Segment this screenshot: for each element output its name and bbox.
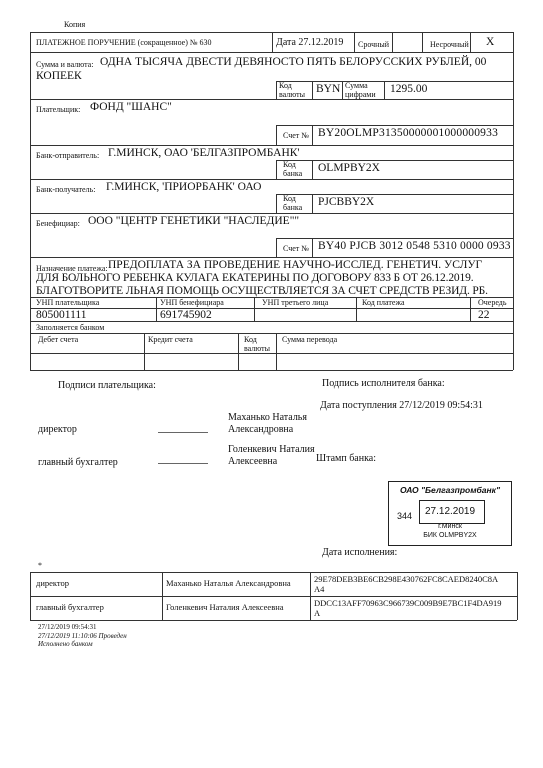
header-beneficiary-unp: УНП бенефициара — [160, 298, 224, 307]
payer-account-label: Счет № — [283, 131, 309, 140]
purpose-line1: ПРЕДОПЛАТА ЗА ПРОВЕДЕНИЕ НАУЧНО-ИССЛЕД. ГЕНЕТИЧ. УСЛУГ — [108, 259, 483, 271]
bank-stamp — [388, 481, 512, 546]
header-payer-unp: УНП плательщика — [36, 298, 100, 307]
stamp-bank-name: ОАО "Белгазпромбанк" — [400, 485, 500, 495]
payer-name: ФОНД "ШАНС" — [90, 101, 172, 113]
amount-words-line1: ОДНА ТЫСЯЧА ДВЕСТИ ДЕВЯНОСТО ПЯТЬ БЕЛОРУССКИХ РУБЛЕЙ, 00 — [100, 56, 487, 68]
ecp-name: Голенкевич Наталия Алексеевна — [166, 602, 284, 612]
queue-value: 22 — [478, 309, 490, 321]
payer-label: Плательщик: — [36, 105, 81, 114]
accountant-name: Голенкевич Наталия Алексеевна — [228, 444, 315, 467]
receiver-bank-label: Банк-получатель: — [36, 185, 96, 194]
header-third-party-unp: УНП третьего лица — [262, 298, 329, 307]
stamp-bik: БИК OLMPBY2X — [423, 532, 477, 539]
receiver-bank-name: Г.МИНСК, 'ПРИОРБАНК' ОАО — [106, 181, 262, 193]
stamp-date: 27.12.2019 — [425, 506, 476, 517]
sender-bank-code: OLMPBY2X — [318, 162, 380, 174]
copy-label: Копия — [64, 20, 86, 29]
execution-date-label: Дата исполнения: — [322, 547, 398, 558]
ecp-name: Маханько Наталья Александровна — [166, 578, 291, 588]
sum-label: Сумма цифрами — [345, 81, 376, 99]
doc-title: ПЛАТЕЖНОЕ ПОРУЧЕНИЕ (сокращенное) № 630 — [36, 38, 212, 47]
sum-value: 1295.00 — [390, 83, 428, 95]
asterisk: * — [38, 561, 42, 570]
director-label: директор — [38, 424, 77, 435]
stamp-city: г.Минск — [438, 523, 462, 530]
ecp-role: главный бухгалтер — [36, 602, 104, 612]
amount-words-line2: КОПЕЕК — [36, 70, 82, 82]
beneficiary-account: BY40 PJCB 3012 0548 5310 0000 0933 — [318, 240, 511, 252]
bank-fill-label: Заполняется банком — [36, 323, 105, 332]
doc-date: Дата 27.12.2019 — [276, 37, 344, 48]
director-name: Маханько Наталья Александровна — [228, 412, 307, 435]
urgent-label: Срочный — [358, 40, 390, 49]
footer-log: 27/12/2019 09:54:31 27/12/2019 11:10:06 Проведен Исполнено банком — [38, 623, 127, 648]
beneficiary-account-label: Счет № — [283, 244, 309, 253]
stamp-number: 344 — [397, 511, 413, 521]
bank-signature-title: Подпись исполнителя банка: — [322, 378, 445, 389]
header-credit: Кредит счета — [148, 335, 193, 344]
ecp-hash: DDCC13AFF70963C966739C009B9E7BC1F4DA919 A — [314, 598, 502, 618]
sender-bank-code-label: Код банка — [283, 160, 303, 178]
purpose-line3: БЛАГОТВОРИТЕ ЛЬНАЯ ПОМОЩЬ ОСУЩЕСТВЛЯЕТСЯ ЗА СЧЕТ СРЕДСТВ РЕЗИД. РБ. — [36, 285, 488, 297]
receiver-bank-code-label: Код банка — [283, 194, 303, 212]
purpose-label: Назначение платежа: — [36, 264, 108, 273]
currency-code-label: Код валюты — [279, 81, 306, 99]
header-payment-code: Код платежа — [362, 298, 405, 307]
beneficiary-name: ООО "ЦЕНТР ГЕНЕТИКИ "НАСЛЕДИЕ"" — [88, 215, 300, 227]
bank-stamp-label: Штамп банка: — [316, 453, 376, 464]
currency-value: BYN — [316, 83, 341, 95]
header-currency-code: Код валюты — [244, 335, 271, 353]
beneficiary-unp-value: 691745902 — [160, 309, 212, 321]
payer-signatures-title: Подписи плательщика: — [58, 380, 156, 391]
received-date: Дата поступления 27/12/2019 09:54:31 — [320, 400, 483, 411]
receiver-bank-code: PJCBBY2X — [318, 196, 375, 208]
beneficiary-label: Бенефициар: — [36, 219, 80, 228]
payer-account: BY20OLMP31350000001000000933 — [318, 127, 499, 139]
amount-label: Сумма и валюта: — [36, 60, 94, 69]
ecp-role: директор — [36, 578, 70, 588]
non-urgent-label: Несрочный — [430, 40, 469, 49]
accountant-label: главный бухгалтер — [38, 457, 118, 468]
sender-bank-name: Г.МИНСК, ОАО 'БЕЛГАЗПРОМБАНК' — [108, 147, 300, 159]
header-queue: Очередь — [478, 298, 507, 307]
payer-unp-value: 805001111 — [36, 309, 87, 321]
header-transfer-sum: Сумма перевода — [282, 335, 338, 344]
purpose-line2: ДЛЯ БОЛЬНОГО РЕБЕНКА КУЛАГА ЕКАТЕРИНЫ ПО ДОГОВОРУ 833 Б ОТ 26.12.2019. — [36, 272, 474, 284]
sender-bank-label: Банк-отправитель: — [36, 151, 100, 160]
ecp-hash: 29E78DEB3BE6CB298E430762FC8CAED8240C8A A4 — [314, 574, 499, 594]
header-debit: Дебет счета — [38, 335, 79, 344]
non-urgent-mark: Х — [486, 36, 495, 48]
